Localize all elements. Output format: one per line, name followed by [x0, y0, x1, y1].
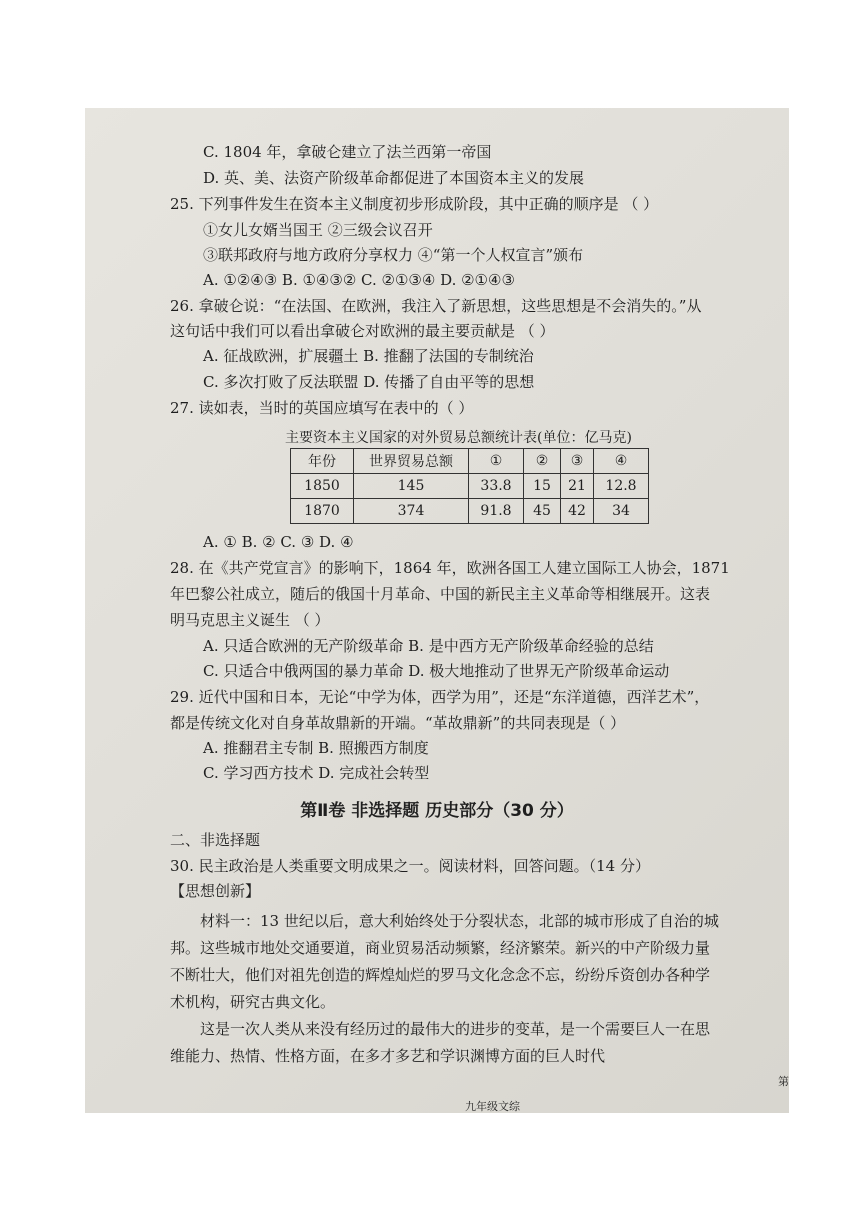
material-1-line-4: 术机构，研究古典文化。 — [170, 993, 336, 1011]
q29-stem-1: 29. 近代中国和日本，无论“中学为体，西学为用”，还是“东洋道德，西洋艺术”， — [170, 688, 710, 706]
table-cell: 21 — [561, 474, 594, 499]
material-1-line-3: 不断壮大，他们对祖先创造的辉煌灿烂的罗马文化念念不忘，纷纷斥资创办各种学 — [170, 966, 711, 984]
trade-table — [290, 448, 649, 524]
table-row — [291, 499, 649, 524]
q29-options-2: C. 学习西方技术 D. 完成社会转型 — [203, 764, 430, 782]
exam-page — [85, 108, 789, 1113]
page-edge-mark: 第 — [778, 1075, 789, 1088]
q24-option-c: C. 1804 年，拿破仑建立了法兰西第一帝国 — [203, 143, 492, 161]
material-2-line-1: 这是一次人类从来没有经历过的最伟大的进步的变革，是一个需要巨人一在思 — [200, 1020, 711, 1038]
q29-options-1: A. 推翻君主专制 B. 照搬西方制度 — [203, 739, 429, 757]
table-header-cell: 世界贸易总额 — [354, 449, 469, 474]
table-header-cell: ④ — [594, 449, 649, 474]
q25-items-1: ①女儿女婿当国王 ②三级会议召开 — [203, 221, 433, 239]
material-2-line-2: 维能力、热情、性格方面，在多才多艺和学识渊博方面的巨人时代 — [170, 1047, 606, 1065]
table-cell: 15 — [524, 474, 561, 499]
table-cell: 45 — [524, 499, 561, 524]
q27-answers: A. ① B. ② C. ③ D. ④ — [203, 533, 354, 551]
q25-stem: 25. 下列事件发生在资本主义制度初步形成阶段，其中正确的顺序是 （ ） — [170, 195, 659, 213]
q24-option-d: D. 英、美、法资产阶级革命都促进了本国资本主义的发展 — [203, 169, 585, 187]
table-cell: 374 — [354, 499, 469, 524]
theme-label: 【思想创新】 — [170, 882, 261, 900]
q26-options-2: C. 多次打败了反法联盟 D. 传播了自由平等的思想 — [203, 373, 535, 391]
q28-options-1: A. 只适合欧洲的无产阶级革命 B. 是中西方无产阶级革命经验的总结 — [203, 637, 654, 655]
table-cell: 42 — [561, 499, 594, 524]
section-title: 第Ⅱ卷 非选择题 历史部分（30 分） — [300, 801, 574, 821]
table-header-cell: 年份 — [291, 449, 354, 474]
q26-stem-2: 这句话中我们可以看出拿破仑对欧洲的最主要贡献是 （ ） — [170, 322, 555, 340]
table-cell: 33.8 — [469, 474, 524, 499]
q28-stem-3: 明马克思主义诞生 （ ） — [170, 611, 330, 629]
table-cell: 91.8 — [469, 499, 524, 524]
q25-items-2: ③联邦政府与地方政府分享权力 ④“第一个人权宣言”颁布 — [203, 246, 584, 264]
q28-stem-1: 28. 在《共产党宣言》的影响下，1864 年，欧洲各国工人建立国际工人协会，1871 — [170, 559, 730, 577]
page-footer: 九年级文综 — [465, 1100, 520, 1113]
q30-stem: 30. 民主政治是人类重要文明成果之一。阅读材料，回答问题。（14 分） — [170, 857, 650, 875]
table-row — [291, 474, 649, 499]
part-heading: 二、非选择题 — [170, 831, 261, 849]
table-caption: 主要资本主义国家的对外贸易总额统计表(单位：亿马克) — [285, 430, 632, 446]
table-cell: 145 — [354, 474, 469, 499]
material-1-line-1: 材料一：13 世纪以后，意大利始终处于分裂状态，北部的城市形成了自治的城 — [200, 912, 719, 930]
table-header-cell: ② — [524, 449, 561, 474]
table-cell: 1870 — [291, 499, 354, 524]
q28-options-2: C. 只适合中俄两国的暴力革命 D. 极大地推动了世界无产阶级革命运动 — [203, 662, 670, 680]
q25-answers: A. ①②④③ B. ①④③② C. ②①③④ D. ②①④③ — [203, 271, 515, 289]
material-1-line-2: 邦。这些城市地处交通要道，商业贸易活动频繁，经济繁荣。新兴的中产阶级力量 — [170, 939, 711, 957]
table-cell: 34 — [594, 499, 649, 524]
q27-stem: 27. 读如表，当时的英国应填写在表中的（ ） — [170, 399, 474, 417]
table-cell: 1850 — [291, 474, 354, 499]
q29-stem-2: 都是传统文化对自身革故鼎新的开端。“革故鼎新”的共同表现是（ ） — [170, 714, 626, 732]
q28-stem-2: 年巴黎公社成立，随后的俄国十月革命、中国的新民主主义革命等相继展开。这表 — [170, 585, 711, 603]
table-header-cell: ① — [469, 449, 524, 474]
table-header-cell: ③ — [561, 449, 594, 474]
q26-options-1: A. 征战欧洲，扩展疆土 B. 推翻了法国的专制统治 — [203, 347, 534, 365]
table-cell: 12.8 — [594, 474, 649, 499]
q26-stem-1: 26. 拿破仑说：“在法国、在欧洲，我注入了新思想，这些思想是不会消失的。”从 — [170, 297, 702, 315]
table-header-row — [291, 449, 649, 474]
